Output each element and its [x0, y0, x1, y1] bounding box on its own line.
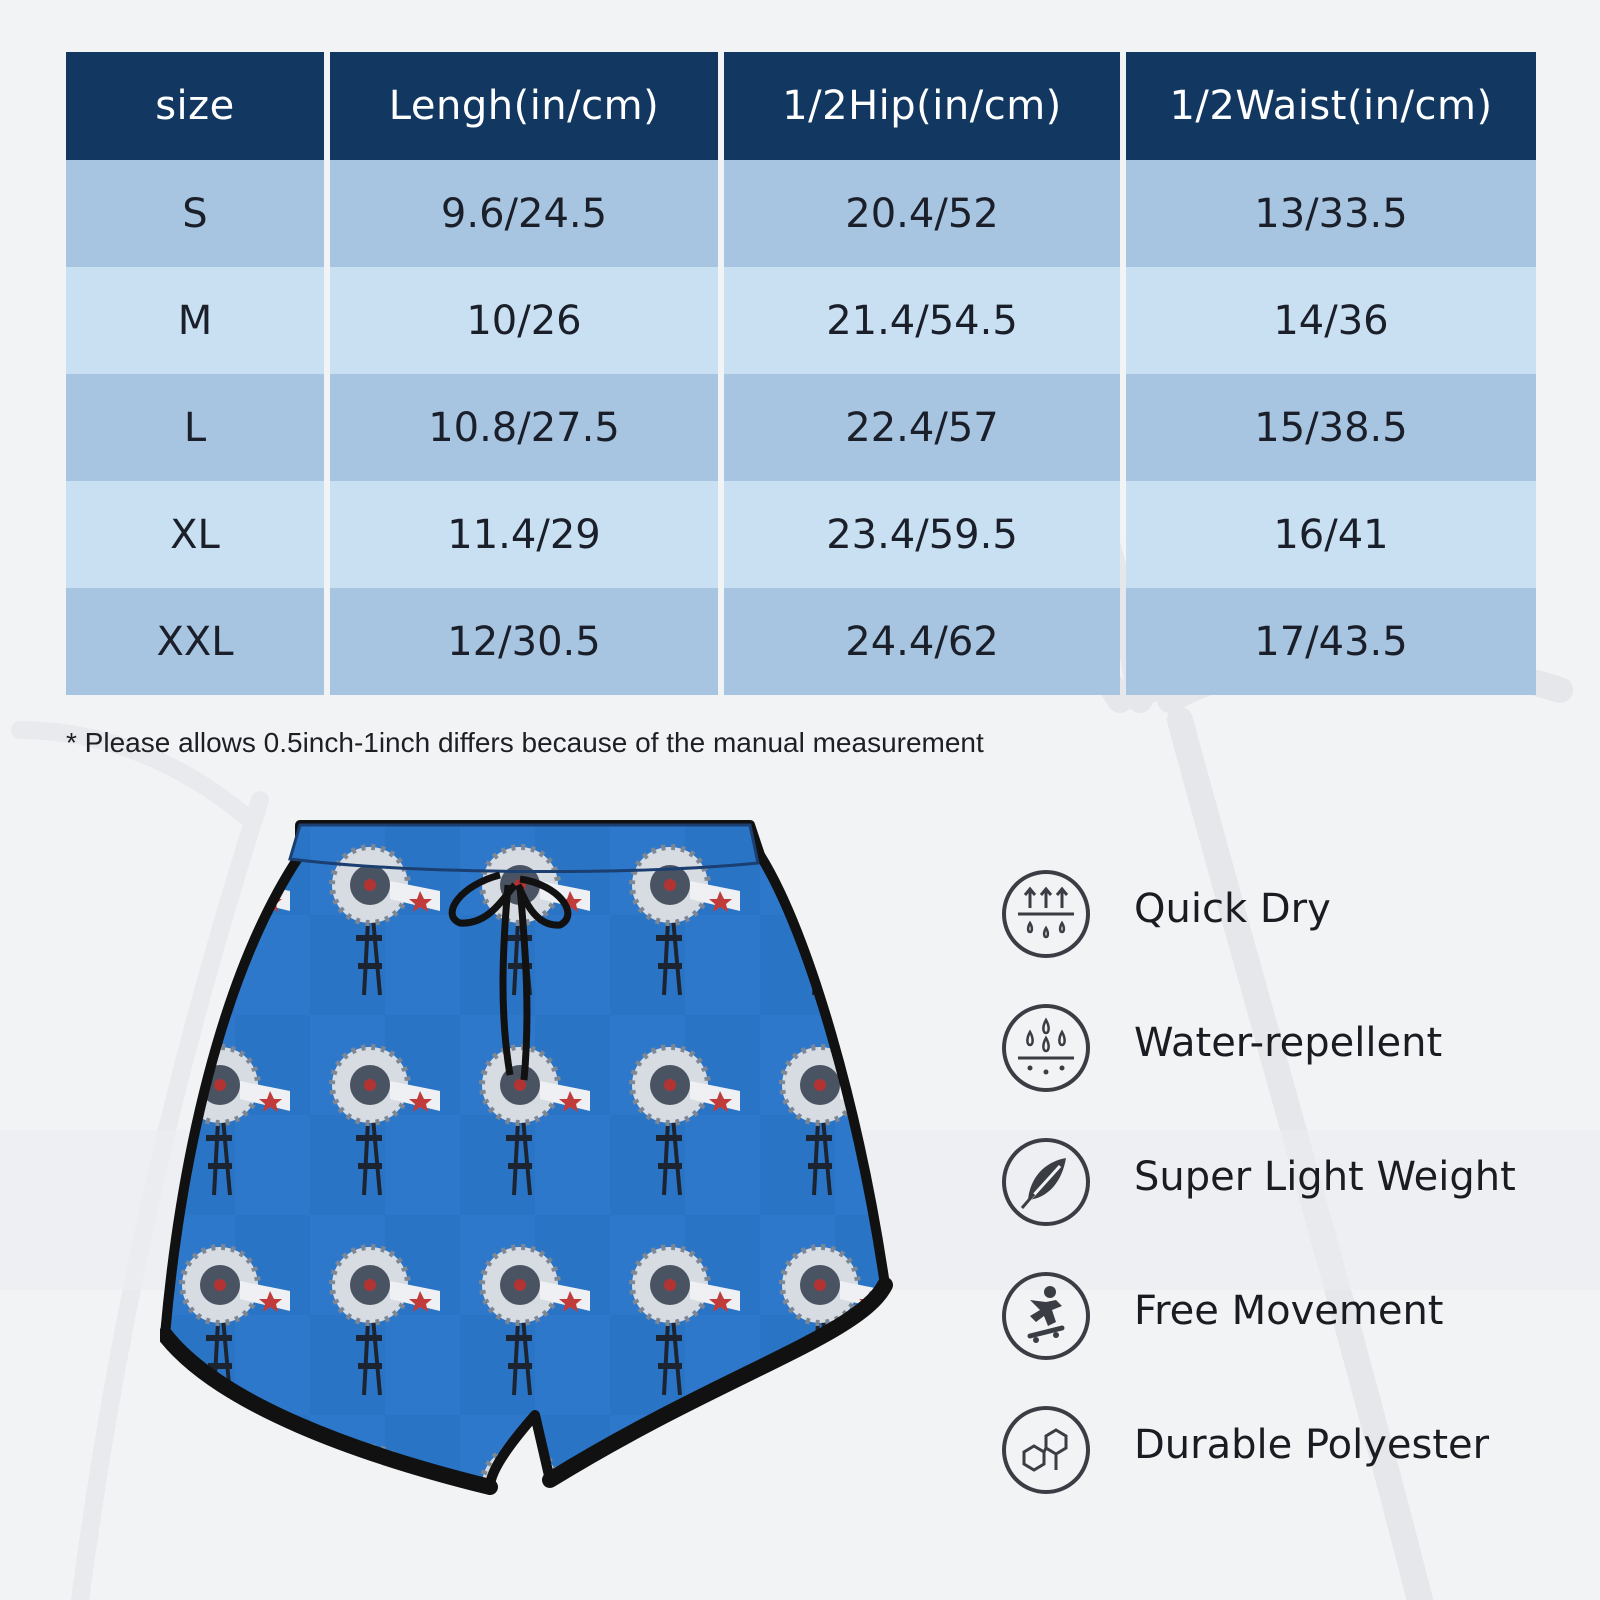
table-row	[66, 588, 1536, 695]
cell-size: L	[66, 374, 324, 481]
cell-length: 11.4/29	[330, 481, 718, 588]
shorts-product-image	[160, 815, 900, 1515]
cell-waist: 15/38.5	[1126, 374, 1536, 481]
cell-length: 12/30.5	[330, 588, 718, 695]
feature-free-movement	[1000, 1270, 1580, 1404]
cell-waist: 13/33.5	[1126, 160, 1536, 267]
table-row	[66, 160, 1536, 267]
cell-length: 10.8/27.5	[330, 374, 718, 481]
feature-label: Quick Dry	[1134, 886, 1331, 932]
cell-hip: 21.4/54.5	[724, 267, 1120, 374]
header-size: size	[66, 52, 324, 160]
cell-waist: 16/41	[1126, 481, 1536, 588]
feature-super-light-weight	[1000, 1136, 1580, 1270]
molecule-icon	[1000, 1404, 1092, 1496]
table-row	[66, 267, 1536, 374]
table-row	[66, 481, 1536, 588]
table-row	[66, 374, 1536, 481]
cell-length: 10/26	[330, 267, 718, 374]
cell-size: M	[66, 267, 324, 374]
cell-waist: 17/43.5	[1126, 588, 1536, 695]
size-chart-table	[60, 52, 1542, 695]
cell-hip: 23.4/59.5	[724, 481, 1120, 588]
quick-dry-icon	[1000, 868, 1092, 960]
cell-length: 9.6/24.5	[330, 160, 718, 267]
water-repellent-icon	[1000, 1002, 1092, 1094]
feature-label: Free Movement	[1134, 1288, 1444, 1334]
feature-label: Water-repellent	[1134, 1020, 1443, 1066]
cell-size: S	[66, 160, 324, 267]
cell-size: XXL	[66, 588, 324, 695]
cell-waist: 14/36	[1126, 267, 1536, 374]
header-hip: 1/2Hip(in/cm)	[724, 52, 1120, 160]
skateboarder-icon	[1000, 1270, 1092, 1362]
cell-hip: 22.4/57	[724, 374, 1120, 481]
cell-size: XL	[66, 481, 324, 588]
feature-label: Durable Polyester	[1134, 1422, 1490, 1468]
header-length: Lengh(in/cm)	[330, 52, 718, 160]
header-waist: 1/2Waist(in/cm)	[1126, 52, 1536, 160]
header-row	[66, 52, 1536, 160]
feather-icon	[1000, 1136, 1092, 1228]
cell-hip: 20.4/52	[724, 160, 1120, 267]
feature-water-repellent	[1000, 1002, 1580, 1136]
measurement-note: * Please allows 0.5inch-1inch differs because of the manual measurement	[66, 727, 984, 758]
feature-label: Super Light Weight	[1134, 1154, 1516, 1200]
feature-list	[1000, 868, 1580, 1538]
feature-durable-polyester	[1000, 1404, 1580, 1538]
cell-hip: 24.4/62	[724, 588, 1120, 695]
feature-quick-dry	[1000, 868, 1580, 1002]
